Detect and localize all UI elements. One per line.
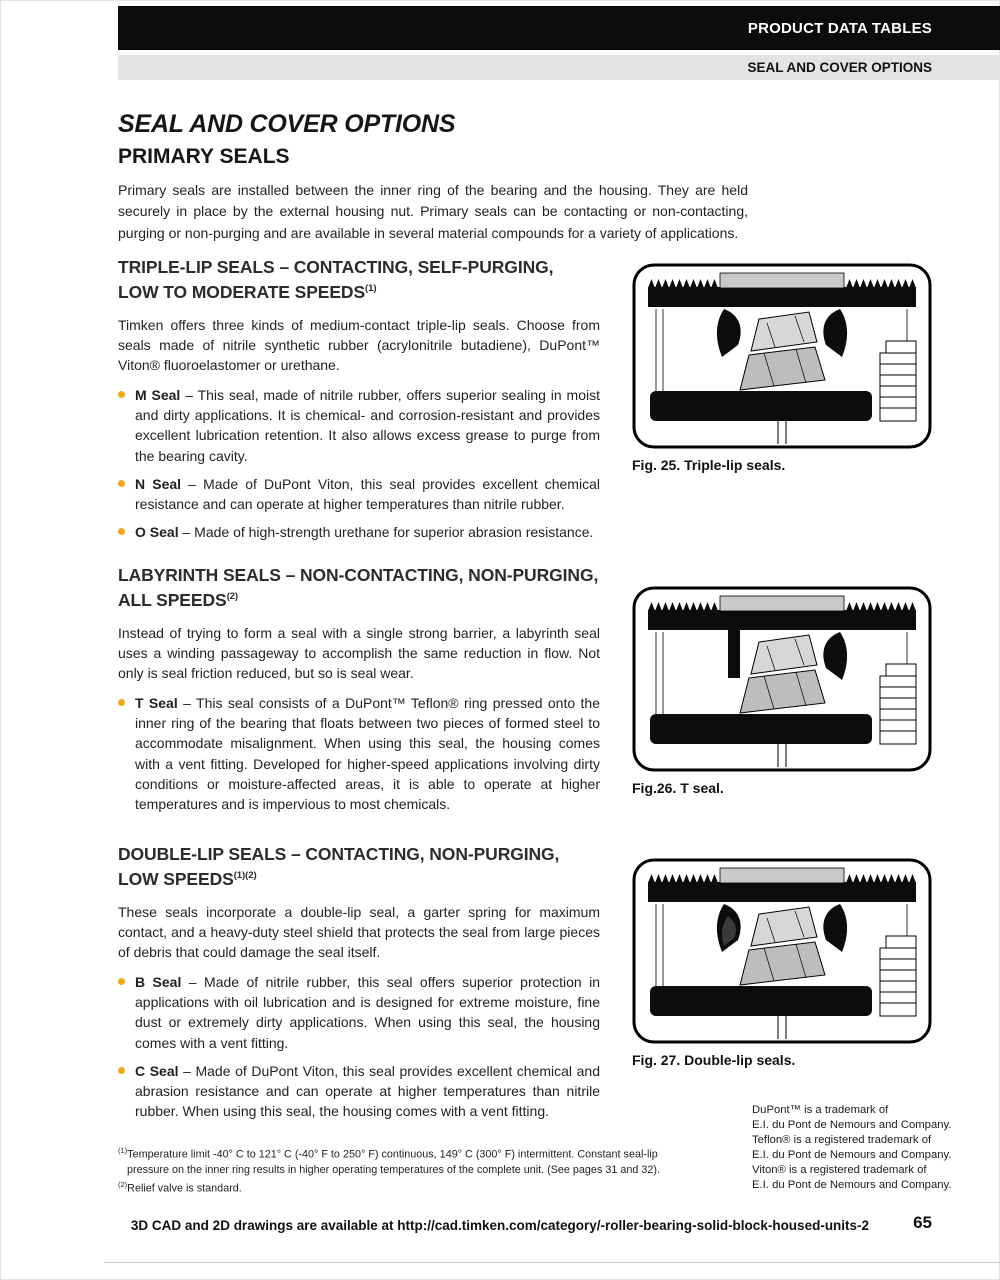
section-banner bbox=[118, 55, 1000, 80]
list-item bbox=[118, 1061, 600, 1122]
heading-footnote-ref: (1) bbox=[365, 283, 377, 295]
section-body: These seals incorporate a double-lip seal, a garter spring for maximum contact, and a heavy-duty steel shield that protects the seal from large pieces of debris that could damage the seal itself. bbox=[118, 903, 600, 961]
trademark-line: E.I. du Pont de Nemours and Company. bbox=[752, 1148, 952, 1161]
figure-double-lip-seals bbox=[632, 858, 932, 1068]
page-subtitle: PRIMARY SEALS bbox=[118, 145, 290, 168]
seal-name: T Seal bbox=[135, 694, 178, 711]
footnotes bbox=[118, 1146, 666, 1199]
seal-description: – Made of DuPont Viton, this seal provides excellent chemical resistance and can operate at higher temperatures than nitrile rubber. bbox=[135, 475, 600, 513]
trademark-line: Teflon® is a registered trademark of bbox=[752, 1133, 932, 1146]
seal-name: M Seal bbox=[135, 386, 181, 403]
figure-caption: Fig.26. T seal. bbox=[632, 780, 724, 796]
list-item bbox=[118, 522, 600, 542]
page-title: SEAL AND COVER OPTIONS bbox=[118, 110, 456, 138]
heading-line: LOW SPEEDS bbox=[118, 869, 234, 890]
seal-list bbox=[118, 385, 600, 543]
figure-triple-lip-seals bbox=[632, 263, 932, 473]
header-title: PRODUCT DATA TABLES bbox=[747, 19, 932, 37]
trademark-line: E.I. du Pont de Nemours and Company. bbox=[752, 1178, 952, 1191]
trademark-notes bbox=[752, 1103, 967, 1192]
seal-name: O Seal bbox=[135, 524, 179, 541]
footnote bbox=[118, 1180, 666, 1197]
bottom-rule bbox=[104, 1262, 1000, 1263]
seal-description: – This seal consists of a DuPont™ Teflon® ring pressed onto the inner ring of the bearing that floats between two pieces of formed steel to accommodate misalignment. When using this seal, the housing comes with a vent fitting. Developed for higher-speed applications involving dirty conditions or moisture-affected areas, it is able to operate at higher temperatures and is impervious to most chemicals. bbox=[135, 694, 600, 813]
heading-footnote-ref: (1)(2) bbox=[233, 870, 257, 882]
seal-cross-section-diagram bbox=[632, 263, 932, 449]
section-double-lip-seals bbox=[118, 842, 600, 1130]
trademark-line: E.I. du Pont de Nemours and Company. bbox=[752, 1118, 952, 1131]
footer-cad-note: 3D CAD and 2D drawings are available at http://cad.timken.com/category/-roller-bearing-solid-block-housed-units-2 bbox=[130, 1218, 870, 1233]
figure-t-seal bbox=[632, 586, 932, 796]
seal-name: C Seal bbox=[135, 1062, 179, 1079]
section-labyrinth-seals bbox=[118, 563, 600, 822]
trademark-line: DuPont™ is a trademark of bbox=[752, 1104, 889, 1116]
heading-footnote-ref: (2) bbox=[226, 591, 239, 603]
seal-description: – This seal, made of nitrile rubber, offers superior sealing in moist and dirty applications. It is chemical- and corrosion-resistant and provides excellent lubrication retention. It also allows excess grease to purge from the bearing cavity. bbox=[135, 386, 600, 464]
heading-line: DOUBLE-LIP SEALS – CONTACTING, NON-PURGING, bbox=[118, 844, 560, 864]
heading-line: TRIPLE-LIP SEALS – CONTACTING, SELF-PURGING, bbox=[118, 257, 554, 277]
seal-name: N Seal bbox=[135, 475, 182, 492]
seal-list bbox=[118, 972, 600, 1122]
seal-description: – Made of DuPont Viton, this seal provides excellent chemical and abrasion resistance and can operate at higher temperatures than nitrile rubber. When using this seal, the housing comes with a vent fitting. bbox=[135, 1062, 600, 1120]
figure-caption: Fig. 27. Double-lip seals. bbox=[632, 1052, 796, 1068]
footnote bbox=[118, 1146, 666, 1178]
list-item bbox=[118, 693, 600, 815]
seal-list bbox=[118, 693, 600, 815]
seal-description: – Made of nitrile rubber, this seal offers superior protection in applications with oil lubrication and is designed for extreme moisture, fine dust or extremely dirty applications. When using this seal, the housing comes with a vent fitting. bbox=[135, 973, 600, 1051]
seal-cross-section-diagram bbox=[632, 858, 932, 1044]
list-item bbox=[118, 385, 600, 466]
section-body: Timken offers three kinds of medium-contact triple-lip seals. Choose from seals made of nitrile synthetic rubber (acrylonitrile butadiene), DuPont™ Viton® fluoroelastomer or urethane. bbox=[118, 316, 600, 374]
figure-caption: Fig. 25. Triple-lip seals. bbox=[632, 457, 786, 473]
section-heading bbox=[118, 842, 600, 893]
trademark-line: Viton® is a registered trademark of bbox=[752, 1163, 927, 1176]
footnote-ref: (1) bbox=[118, 1146, 128, 1155]
list-item bbox=[118, 474, 600, 515]
seal-description: – Made of high-strength urethane for superior abrasion resistance. bbox=[178, 524, 594, 541]
heading-line: LABYRINTH SEALS – NON-CONTACTING, NON-PURGING, bbox=[118, 565, 599, 585]
page-number: 65 bbox=[913, 1213, 932, 1232]
section-heading bbox=[118, 563, 600, 614]
footnote-ref: (2) bbox=[118, 1179, 128, 1189]
list-item bbox=[118, 972, 600, 1053]
footnote-text: Relief valve is standard. bbox=[127, 1182, 242, 1195]
seal-name: B Seal bbox=[135, 973, 182, 990]
section-triple-lip-seals bbox=[118, 255, 600, 551]
heading-line: ALL SPEEDS bbox=[118, 590, 227, 611]
product-data-tables-bar bbox=[118, 6, 1000, 50]
section-heading bbox=[118, 255, 600, 306]
section-body: Instead of trying to form a seal with a single strong barrier, a labyrinth seal uses a winding passageway to accomplish the same reduction in flow. Not only is seal friction reduced, but so is seal wear. bbox=[118, 624, 600, 682]
seal-cross-section-diagram bbox=[632, 586, 932, 772]
footnote-text: Temperature limit -40° C to 121° C (-40° F to 250° F) continuous, 149° C (300° F) intermittent. Constant seal-lip pressure on the inner ring results in higher operating temperatures of the complete unit. (See pages 31 and 32). bbox=[127, 1148, 660, 1176]
intro-paragraph: Primary seals are installed between the inner ring of the bearing and the housing. They are held securely in place by the external housing nut. Primary seals can be contacting or non-contacting, purging or non-purging and are available in several material compounds for a variety of applications. bbox=[118, 182, 748, 241]
section-banner-label: SEAL AND COVER OPTIONS bbox=[747, 60, 932, 75]
heading-line: LOW TO MODERATE SPEEDS bbox=[118, 282, 366, 303]
